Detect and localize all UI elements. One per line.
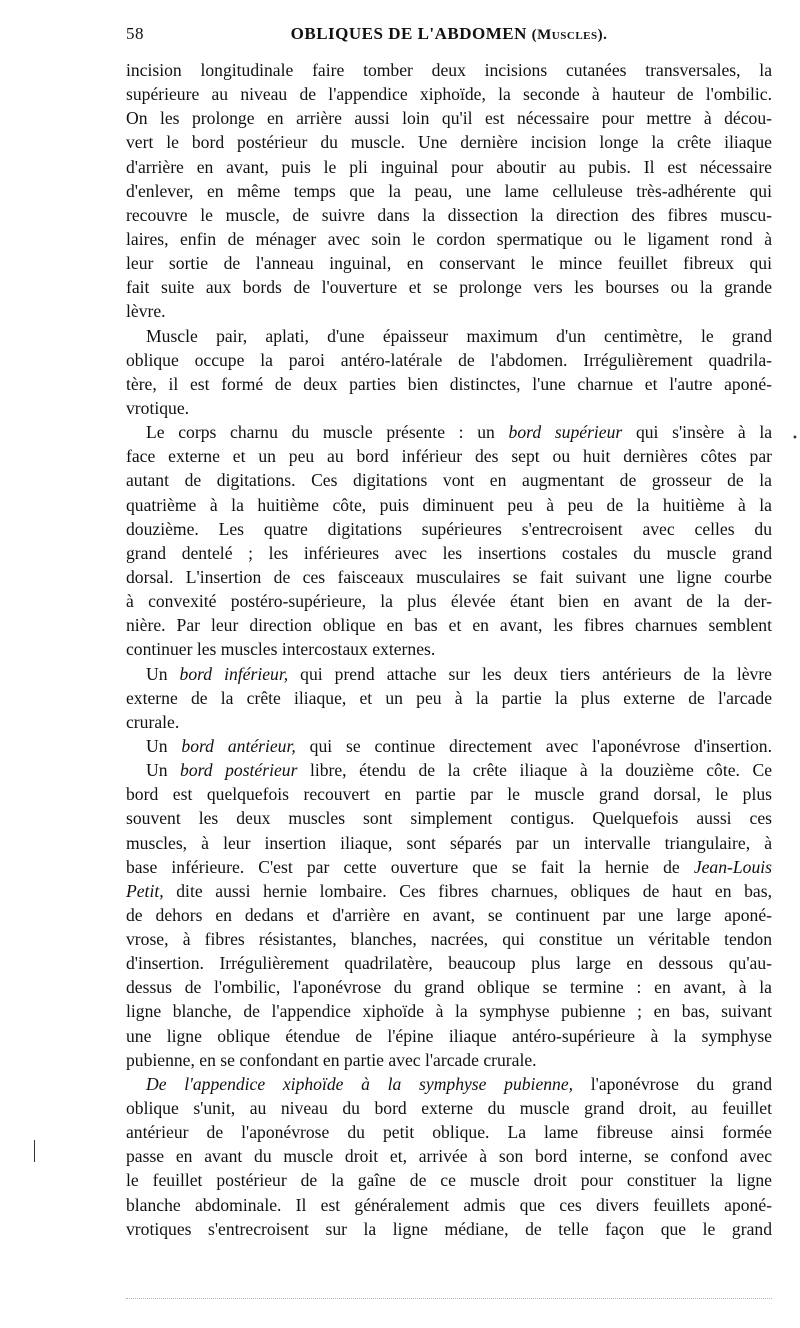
line-part: base inférieure. C'est par cette ouverture que se fait la hernie de <box>126 856 694 877</box>
text-line: de dehors en dedans et d'arrière en avant, se continuent par une large aponé- <box>126 904 772 925</box>
text-line: vert le bord postérieur du muscle. Une dernière incision longe la crête iliaque <box>126 132 772 153</box>
text-line: fait suite aux bords de l'ouverture et se prolonge vers les bourses ou la grande <box>126 277 772 298</box>
line-part: libre, étendu de la crête iliaque à la douzième côte. Ce <box>297 760 773 781</box>
italic-term: Petit, <box>126 880 164 901</box>
text-line <box>126 1072 772 1096</box>
text-line: quatrième à la huitième côte, puis diminuent peu à peu de la huitième à la <box>126 494 772 515</box>
text-line: grand dentelé ; les inférieures avec les insertions costales du muscle grand <box>126 542 772 563</box>
text-line: crurale. <box>126 711 180 732</box>
text-line: souvent les deux muscles sont simplement contigus. Quelquefois aussi ces <box>126 808 772 829</box>
text-line: d'enlever, en même temps que la peau, une lame celluleuse très-adhérente qui <box>126 180 772 201</box>
text-line <box>126 662 772 686</box>
italic-term: bord inférieur, <box>179 663 289 684</box>
text-line: vrotique. <box>126 397 190 418</box>
text-line: à convexité postéro-supérieure, la plus élevée étant bien en avant de la der- <box>126 591 772 612</box>
text-line: ligne blanche, de l'appendice xiphoïde à la symphyse pubienne ; en bas, suivant <box>126 1001 772 1022</box>
text-line: supérieure au niveau de l'appendice xiphoïde, la seconde à hauteur de l'ombilic. <box>126 84 772 105</box>
text-line: autant de digitations. Ces digitations vont en augmentant de grosseur de la <box>126 470 772 491</box>
text-line: On les prolonge en arrière aussi loin qu'il est nécessaire pour mettre à décou- <box>126 108 772 129</box>
line-part: qui s'insère à la <box>622 422 773 443</box>
text-line: recouvre le muscle, de suivre dans la dissection la direction des fibres muscu- <box>126 204 772 225</box>
line-part: Un <box>146 735 182 756</box>
text-line: laires, enfin de ménager avec soin le cordon spermatique ou le ligament rond à <box>126 228 772 249</box>
text-line: lèvre. <box>126 301 166 322</box>
text-line: oblique occupe la paroi antéro-latérale de l'abdomen. Irrégulièrement quadrila- <box>126 349 772 370</box>
text-line: oblique s'unit, au niveau du bord externe du muscle grand droit, au feuillet <box>126 1098 772 1119</box>
line-part: qui se continue directement avec l'aponévrose d'insertion. <box>295 735 772 756</box>
text-line: nière. Par leur direction oblique en bas et en avant, les fibres charnues semblent <box>126 615 772 636</box>
line-part: l'aponévrose du grand <box>573 1073 772 1094</box>
text-line: dessus de l'ombilic, l'aponévrose du grand oblique se termine : en avant, à la <box>126 977 772 998</box>
margin-rule <box>34 1140 35 1162</box>
page-number: 58 <box>126 24 144 43</box>
running-header <box>126 24 772 50</box>
text-line <box>126 879 772 903</box>
italic-term: Jean-Louis <box>693 856 772 877</box>
title-subtitle: (Muscles). <box>531 27 608 43</box>
text-line: continuer les muscles intercostaux externes. <box>126 639 436 660</box>
text-line: externe de la crête iliaque, et un peu à la partie la plus externe de l'arcade <box>126 687 772 708</box>
text-line: pubienne, en se confondant en partie avec l'arcade crurale. <box>126 1049 537 1070</box>
italic-term: bord postérieur <box>180 760 298 781</box>
title-text: OBLIQUES DE L'ABDOMEN <box>290 24 527 43</box>
text-line: douzième. Les quatre digitations supérieures s'entrecroisent avec celles du <box>126 518 772 539</box>
page-title <box>126 24 772 44</box>
text-line: d'insertion. Irrégulièrement quadrilatère, beaucoup plus large en dessous qu'au- <box>126 953 772 974</box>
text-line: dorsal. L'insertion de ces faisceaux musculaires se fait suivant une ligne courbe <box>126 566 772 587</box>
text-line: Muscle pair, aplati, d'une épaisseur maximum d'un centimètre, le grand <box>146 325 772 346</box>
text-line: vrotiques s'entrecroisent sur la ligne médiane, de telle façon que le grand <box>126 1218 772 1239</box>
text-line <box>126 855 772 879</box>
text-line: face externe et un peu au bord inférieur des sept ou huit dernières côtes par <box>126 446 772 467</box>
text-line: le feuillet postérieur de la gaîne de ce muscle droit pour constituer la ligne <box>126 1170 772 1191</box>
text-line: incision longitudinale faire tomber deux incisions cutanées transversales, la <box>126 60 772 80</box>
text-line: blanche abdominale. Il est généralement admis que ces divers feuillets aponé- <box>126 1194 772 1215</box>
text-line: d'arrière en avant, puis le pli inguinal pour aboutir au pubis. Il est nécessaire <box>126 156 772 177</box>
italic-term: bord antérieur, <box>181 735 296 756</box>
text-line: antérieur de l'aponévrose du petit oblique. La lame fibreuse ainsi formée <box>126 1122 772 1143</box>
text-line <box>126 734 772 758</box>
line-part: qui prend attache sur les deux tiers antérieurs de la lèvre <box>288 663 772 684</box>
italic-term: bord supérieur <box>508 422 623 443</box>
text-line <box>126 758 772 782</box>
line-part: Un <box>146 760 181 781</box>
text-line: bord est quelquefois recouvert en partie par le muscle grand dorsal, le plus <box>126 784 772 805</box>
text-line: passe en avant du muscle droit et, arrivée à son bord interne, se confond avec <box>126 1146 772 1167</box>
line-part: Un <box>146 663 180 684</box>
text-line: tère, il est formé de deux parties bien distinctes, l'une charnue et l'autre aponé- <box>126 373 772 394</box>
italic-term: De l'appendice xiphoïde à la symphyse pubienne, <box>146 1073 574 1094</box>
text-line <box>126 420 772 444</box>
text-line: leur sortie de l'anneau inguinal, en conservant le mince feuillet fibreux qui <box>126 253 772 274</box>
body-text <box>126 58 772 1241</box>
line-part: Le corps charnu du muscle présente : un <box>146 422 509 443</box>
line-part: dite aussi hernie lombaire. Ces fibres charnues, obliques de haut en bas, <box>163 880 772 901</box>
margin-mark: • <box>792 433 798 444</box>
text-line: une ligne oblique étendue de l'épine iliaque antéro-supérieure à la symphyse <box>126 1025 772 1046</box>
footer-rule <box>126 1298 772 1303</box>
text-line: muscles, à leur insertion iliaque, sont séparés par un intervalle triangulaire, à <box>126 832 772 853</box>
text-line: vrose, à fibres résistantes, blanches, nacrées, qui constitue un véritable tendon <box>126 929 772 950</box>
